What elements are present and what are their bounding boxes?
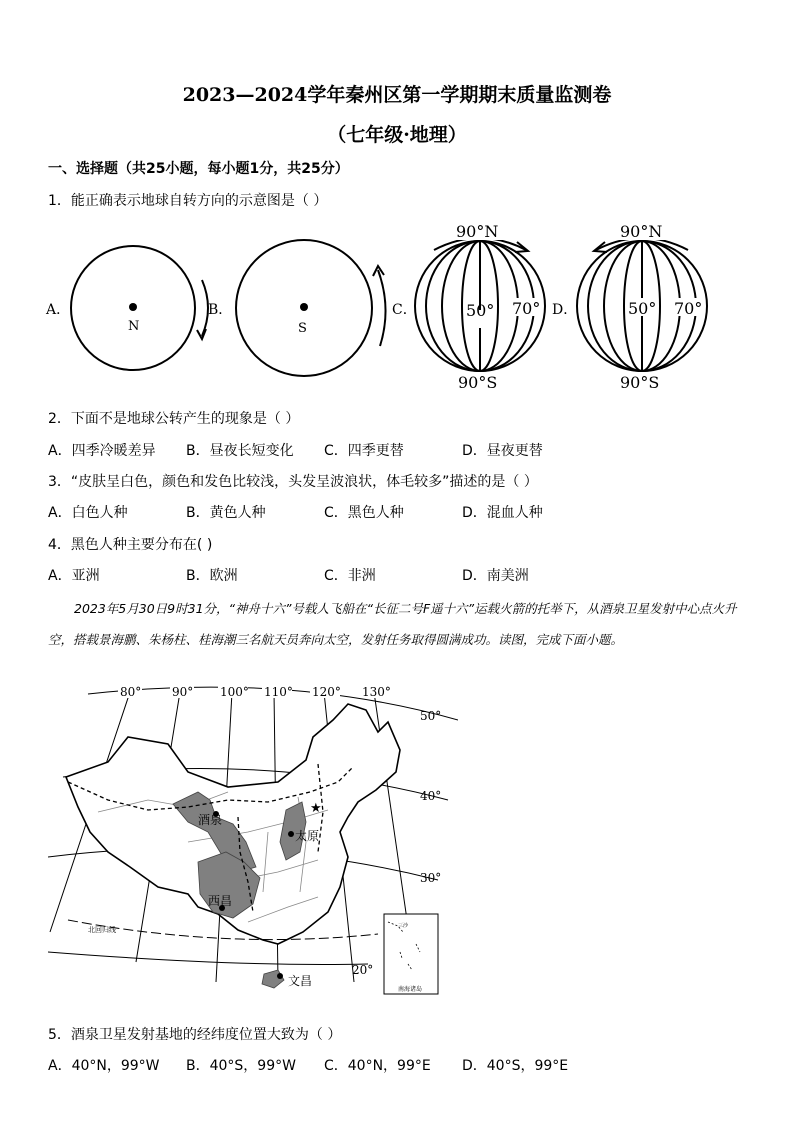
- page-title: 2023—2024学年秦州区第一学期期末质量监测卷: [182, 84, 612, 106]
- china-map: [48, 682, 458, 1002]
- question-3-option-d: D．混血人种: [462, 505, 543, 521]
- option-c-letter: C．: [392, 302, 417, 318]
- lat-label-40: 40°: [420, 789, 442, 803]
- lon1-label-d: 50°: [628, 299, 657, 318]
- question-4-option-c: C．非洲: [324, 568, 376, 584]
- question-4-option-a: A．亚洲: [48, 568, 100, 584]
- city-taiyuan: 太原: [295, 829, 320, 843]
- lon-label-120: 120°: [312, 685, 341, 699]
- taiyuan-dot: [288, 831, 294, 837]
- city-jiuquan: 酒泉: [198, 813, 223, 827]
- section-heading: 一、选择题（共25小题，每小题1分，共25分）: [48, 161, 349, 177]
- page-subtitle: （七年级·地理）: [327, 124, 467, 146]
- question-5-option-b: B．40°S，99°W: [186, 1058, 296, 1074]
- city-wenchang: 文昌: [288, 974, 313, 988]
- question-1-figures: [40, 218, 760, 398]
- question-3-stem: 3．“皮肤呈白色，颜色和发色比较浅，头发呈波浪状，体毛较多”描述的是（ ）: [48, 474, 538, 490]
- question-4-option-d: D．南美洲: [462, 568, 529, 584]
- question-2-option-b: B．昼夜长短变化: [186, 443, 294, 459]
- lon-label-80: 80°: [120, 685, 142, 699]
- question-5-stem: 5．酒泉卫星发射基地的经纬度位置大致为（ ）: [48, 1027, 342, 1043]
- pole-dot-a: [129, 303, 137, 311]
- option-b-letter: B．: [208, 302, 233, 318]
- hainan-region: [262, 970, 284, 988]
- question-1-stem: 1．能正确表示地球自转方向的示意图是（ ）: [48, 193, 328, 209]
- lon-label-100: 100°: [220, 685, 249, 699]
- inset-island-label: 三沙: [398, 923, 409, 929]
- lat-label-50: 50°: [420, 709, 442, 723]
- question-2-option-a: A．四季冷暖差异: [48, 443, 156, 459]
- bottom-label-d: 90°S: [620, 373, 660, 392]
- question-2-stem: 2．下面不是地球公转产生的现象是（ ）: [48, 411, 300, 427]
- lon2-label-d: 70°: [674, 299, 703, 318]
- top-label-c: 90°N: [456, 222, 499, 241]
- lon-label-130: 130°: [362, 685, 391, 699]
- option-d-letter: D．: [552, 302, 578, 318]
- pole-dot-b: [300, 303, 308, 311]
- lon-label-90: 90°: [172, 685, 194, 699]
- option-a-letter: A．: [46, 302, 71, 318]
- pole-label-a: N: [128, 319, 140, 334]
- question-3-option-c: C．黑色人种: [324, 505, 404, 521]
- lon-label-110: 110°: [264, 685, 293, 699]
- question-3-option-b: B．黄色人种: [186, 505, 266, 521]
- city-xichang: 西昌: [208, 894, 233, 908]
- tropic-label: 北回归线: [88, 926, 116, 934]
- bottom-label-c: 90°S: [458, 373, 498, 392]
- question-2-option-d: D．昼夜更替: [462, 443, 543, 459]
- lat-label-20: 20°: [352, 963, 374, 977]
- question-3-option-a: A．白色人种: [48, 505, 128, 521]
- question-4-option-b: B．欧洲: [186, 568, 238, 584]
- lat-label-30: 30°: [420, 871, 442, 885]
- lon2-label-c: 70°: [512, 299, 541, 318]
- arrow-head-a: [197, 329, 206, 339]
- question-5-option-a: A．40°N，99°W: [48, 1058, 160, 1074]
- pole-label-b: S: [298, 321, 307, 336]
- question-5-option-d: D．40°S，99°E: [462, 1058, 569, 1074]
- wenchang-dot: [277, 973, 283, 979]
- inset-label: 南海诸岛: [398, 986, 423, 993]
- question-2-option-c: C．四季更替: [324, 443, 404, 459]
- question-4-stem: 4．黑色人种主要分布在( ): [48, 537, 213, 553]
- reading-passage: 2023年5月30日9时31分，“神舟十六”号载人飞船在“长征二号F遥十六”运载火箭的托举下，从酒泉卫星发射中心点火升空，搭载景海鹏、朱杨柱、桂海潮三名航天员奔向太空，发射任务取得圆满成功。读图，完成下面小题。: [48, 601, 737, 647]
- lon1-label-c: 50°: [466, 301, 495, 320]
- rotation-arrow-b: [378, 270, 386, 346]
- top-label-d: 90°N: [620, 222, 663, 241]
- capital-star-icon: ★: [310, 801, 322, 816]
- question-5-option-c: C．40°N，99°E: [324, 1058, 431, 1074]
- south-china-sea-inset: [384, 914, 438, 994]
